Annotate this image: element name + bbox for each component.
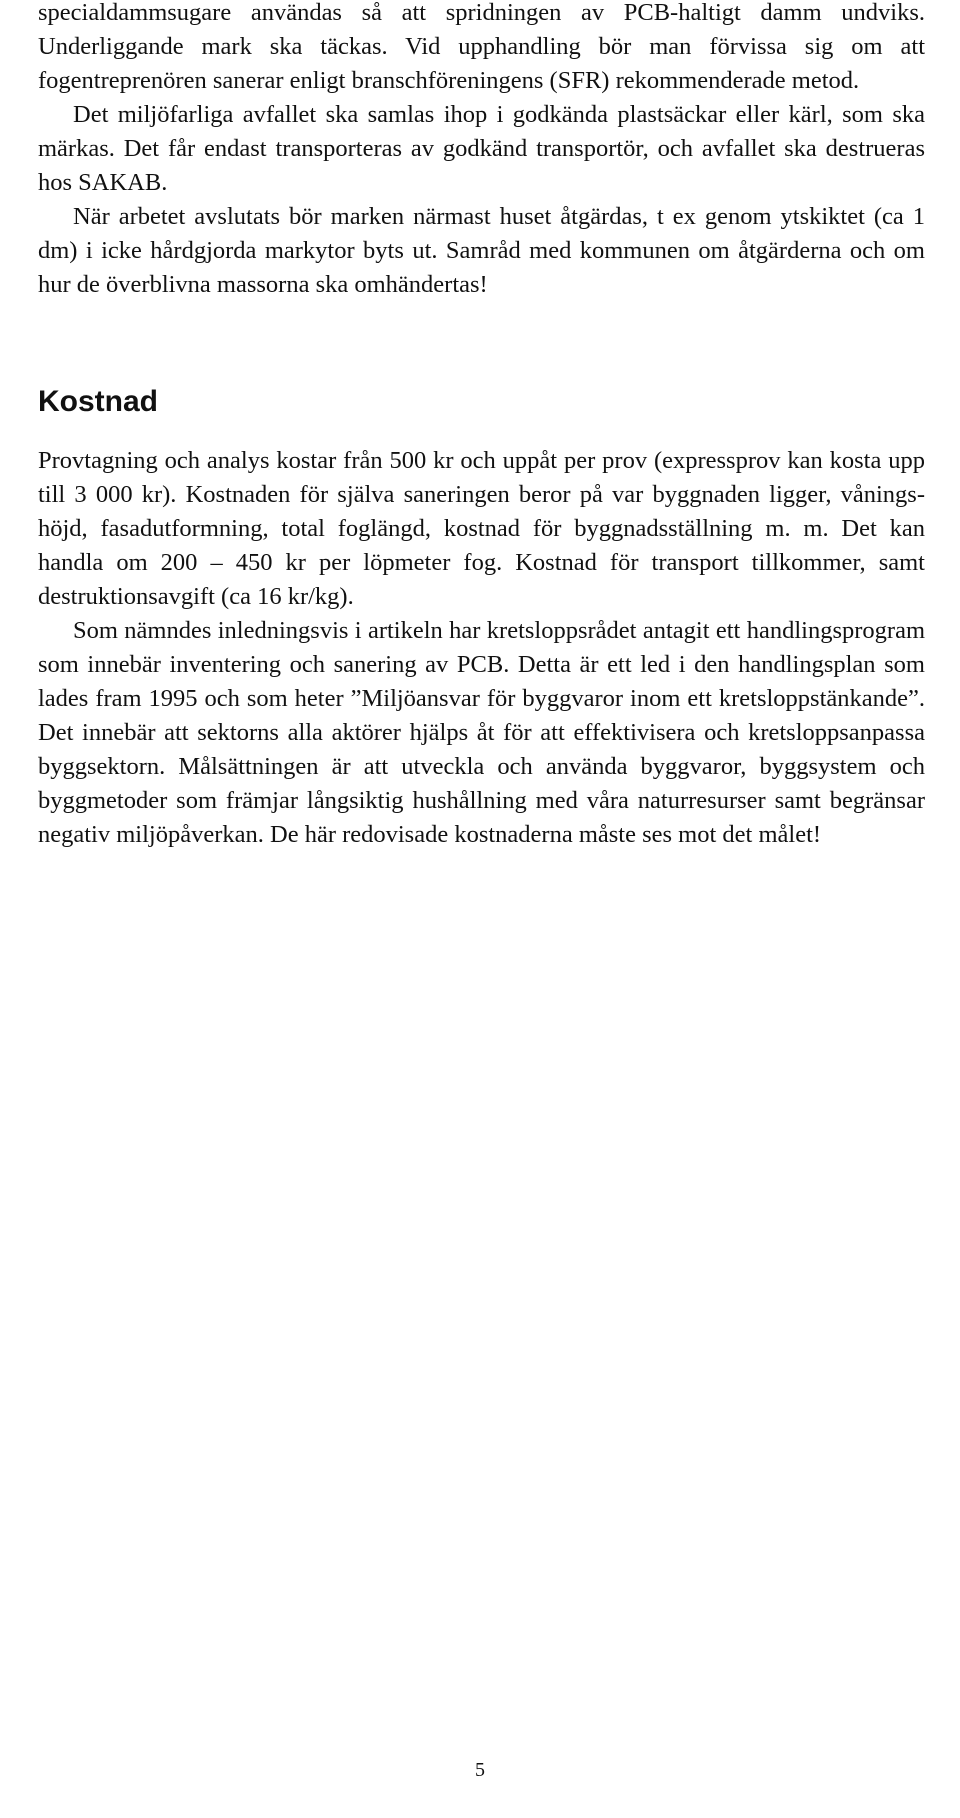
intro-text-block bbox=[38, 0, 925, 302]
paragraph-ground-remediation: När arbetet avslutats bör marken närmast huset åtgärdas, t ex genom ytskiktet (ca 1 dm) i icke hårdgjorda markytor byts ut. Samråd med kommunen om åtgärderna och om hur de överblivna massorna ska omhändertas! bbox=[38, 203, 925, 298]
paragraph-program-goals: Som nämndes inledningsvis i artikeln har kretsloppsrådet antagit ett handlingsprogram som innebär inventering och sanering av PCB. Detta är ett led i den handlingsplan som lades fram 1995 och som heter ”Miljöansvar för byggvaror inom ett kretsloppstänkande”. Det innebär att sektorns alla aktörer hjälps åt för att effektivisera och kretsloppsanpassa byggsektorn. Målsättningen är att utveckla och använda byggvaror, byggsystem och byggmetoder som främjar långsiktig hushållning med våra naturresurser samt begränsar negativ miljöpåverkan. De här redovisade kostnaderna måste ses mot det målet! bbox=[38, 617, 925, 848]
paragraph-vacuum-and-cover: specialdammsugare användas så att spridningen av PCB-haltigt damm undviks. Underliggande mark ska täckas. Vid upphandling bör man förvissa sig om att fogentreprenören sanerar enligt branschföreningens (SFR) rekommenderade metod. bbox=[38, 0, 925, 94]
section-heading-kostnad: Kostnad bbox=[38, 385, 158, 418]
cost-text-block bbox=[38, 444, 925, 852]
paragraph-cost-details: Provtagning och analys kostar från 500 kr och uppåt per prov (expressprov kan kosta upp till 3 000 kr). Kostnaden för själva saneringen beror på var byggnaden ligger, vånings-höjd, fasadutformning, total foglängd, kostnad för byggnadsställning m. m. Det kan handla om 200 – 450 kr per löpmeter fog. Kostnad för transport tillkommer, samt destruktionsavgift (ca 16 kr/kg). bbox=[38, 447, 925, 610]
page-number: 5 bbox=[475, 1759, 485, 1781]
paragraph-waste-handling: Det miljöfarliga avfallet ska samlas ihop i godkända plastsäckar eller kärl, som ska märkas. Det får endast transporteras av godkänd transportör, och avfallet ska destrueras hos SAKAB. bbox=[38, 101, 925, 196]
